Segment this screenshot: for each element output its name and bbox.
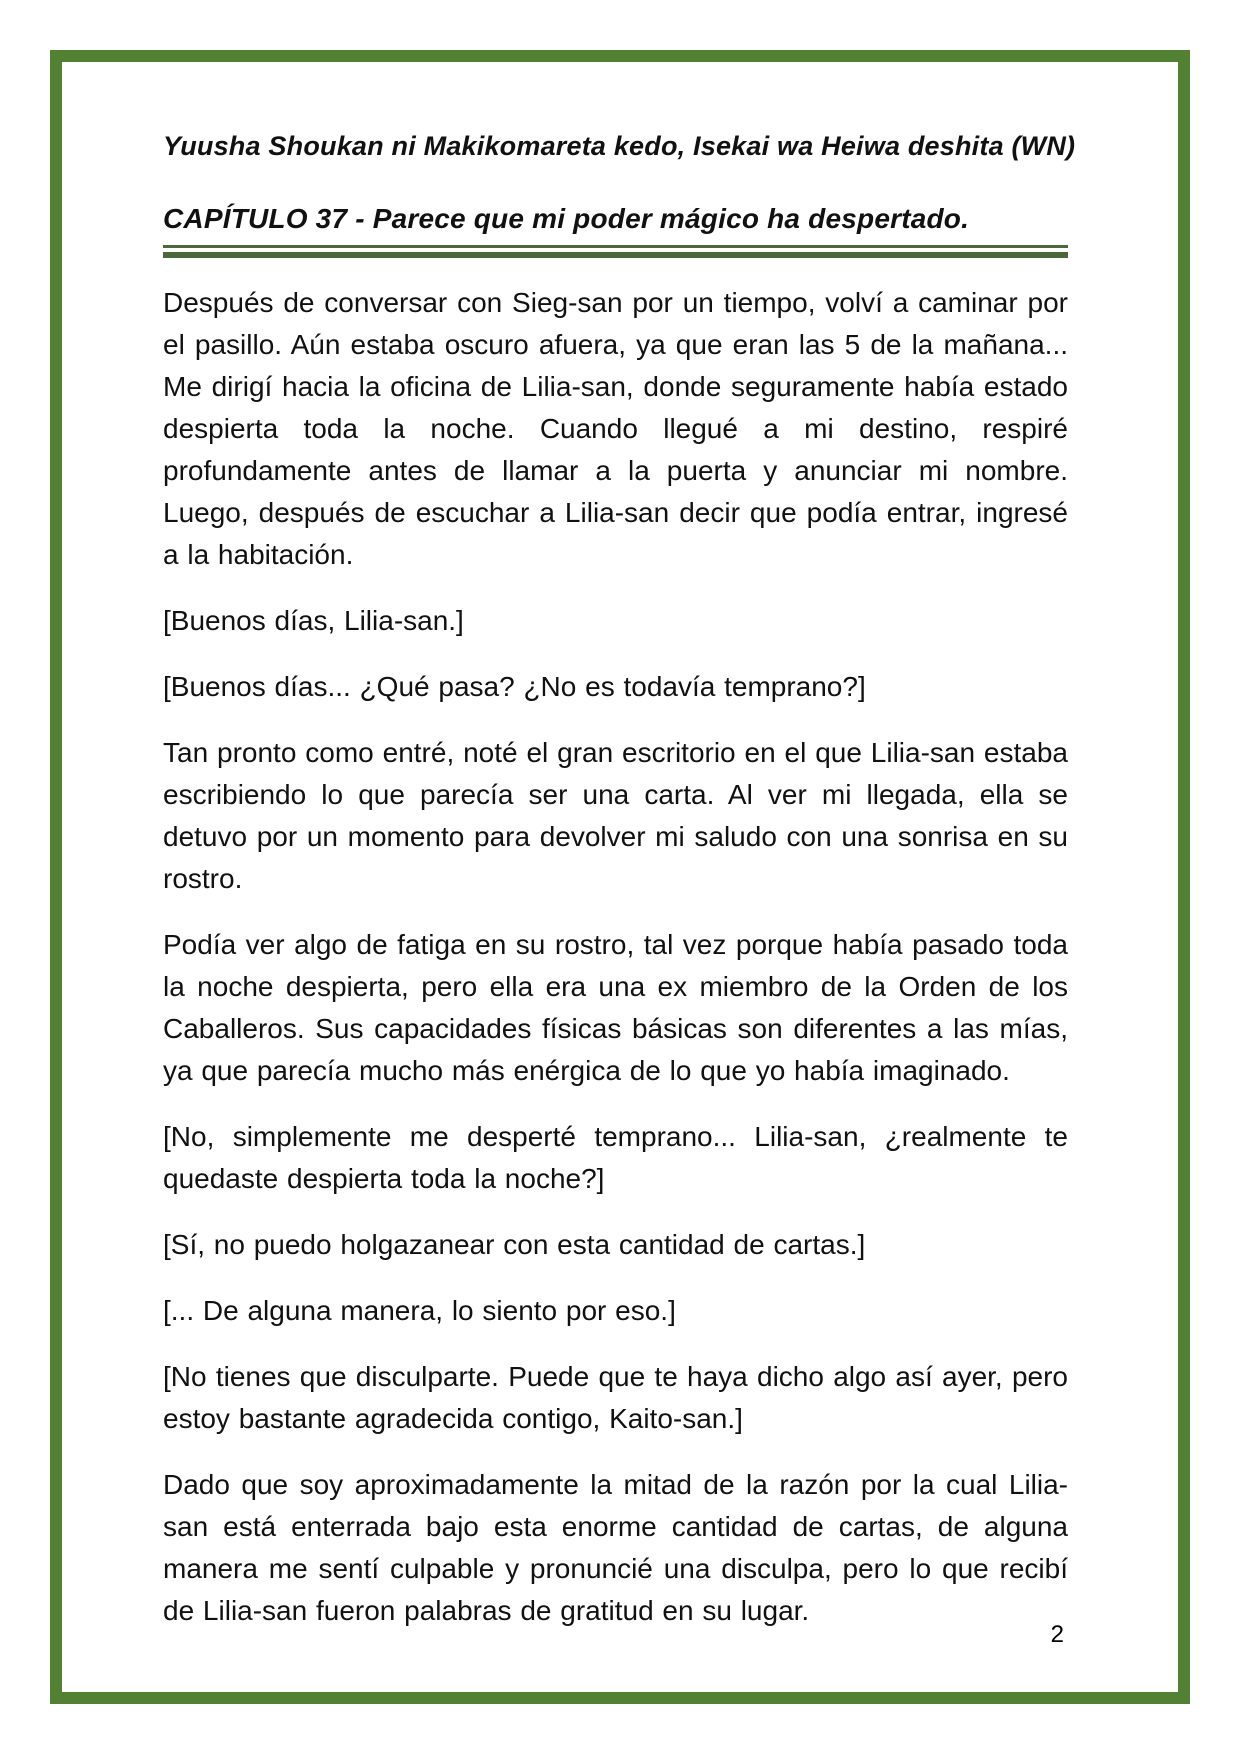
novel-title: Yuusha Shoukan ni Makikomareta kedo, Isekai wa Heiwa deshita (WN) bbox=[163, 131, 1076, 161]
dialogue-line: [Buenos días, Lilia-san.] bbox=[163, 605, 464, 636]
dialogue-line: [No tienes que disculparte. Puede que te haya dicho algo así ayer, pero estoy bastante agradecida contigo, Kaito-san.] bbox=[163, 1361, 1068, 1434]
page-number: 2 bbox=[1050, 1621, 1064, 1648]
dialogue-line: [Sí, no puedo holgazanear con esta cantidad de cartas.] bbox=[163, 1229, 866, 1260]
chapter-title: CAPÍTULO 37 - Parece que mi poder mágico ha despertado. bbox=[163, 203, 970, 234]
narration-paragraph: Después de conversar con Sieg-san por un tiempo, volví a caminar por el pasillo. Aún estaba oscuro afuera, ya que eran las 5 de la mañana... Me dirigí hacia la oficina de Lilia-san, donde seguramente había estado despierta toda la noche. Cuando llegué a mi destino, respiré profundamente antes de llamar a la puerta y anunciar mi nombre. Luego, después de escuchar a Lilia-san decir que podía entrar, ingresé a la habitación. bbox=[163, 287, 1068, 570]
dialogue-line: [No, simplemente me desperté temprano... Lilia-san, ¿realmente te quedaste despierta toda la noche?] bbox=[163, 1121, 1068, 1194]
dialogue-line: [Buenos días... ¿Qué pasa? ¿No es todavía temprano?] bbox=[163, 671, 866, 702]
heading-rule-thin bbox=[163, 245, 1068, 248]
narration-paragraph: Tan pronto como entré, noté el gran escritorio en el que Lilia-san estaba escribiendo lo que parecía ser una carta. Al ver mi llegada, ella se detuvo por un momento para devolver mi saludo con una sonrisa en su rostro. bbox=[163, 737, 1068, 894]
narration-paragraph: Dado que soy aproximadamente la mitad de la razón por la cual Lilia-san está enterrada bajo esta enorme cantidad de cartas, de alguna manera me sentí culpable y pronuncié una disculpa, pero lo que recibí de Lilia-san fueron palabras de gratitud en su lugar. bbox=[163, 1469, 1068, 1626]
dialogue-line: [... De alguna manera, lo siento por eso.] bbox=[163, 1295, 676, 1326]
chapter-heading-block bbox=[163, 202, 1068, 258]
heading-rule-thick bbox=[163, 252, 1068, 258]
page-content bbox=[163, 130, 1076, 1632]
chapter-body bbox=[163, 282, 1068, 1632]
narration-paragraph: Podía ver algo de fatiga en su rostro, tal vez porque había pasado toda la noche despierta, pero ella era una ex miembro de la Orden de los Caballeros. Sus capacidades físicas básicas son diferentes a las mías, ya que parecía mucho más enérgica de lo que yo había imaginado. bbox=[163, 929, 1068, 1086]
